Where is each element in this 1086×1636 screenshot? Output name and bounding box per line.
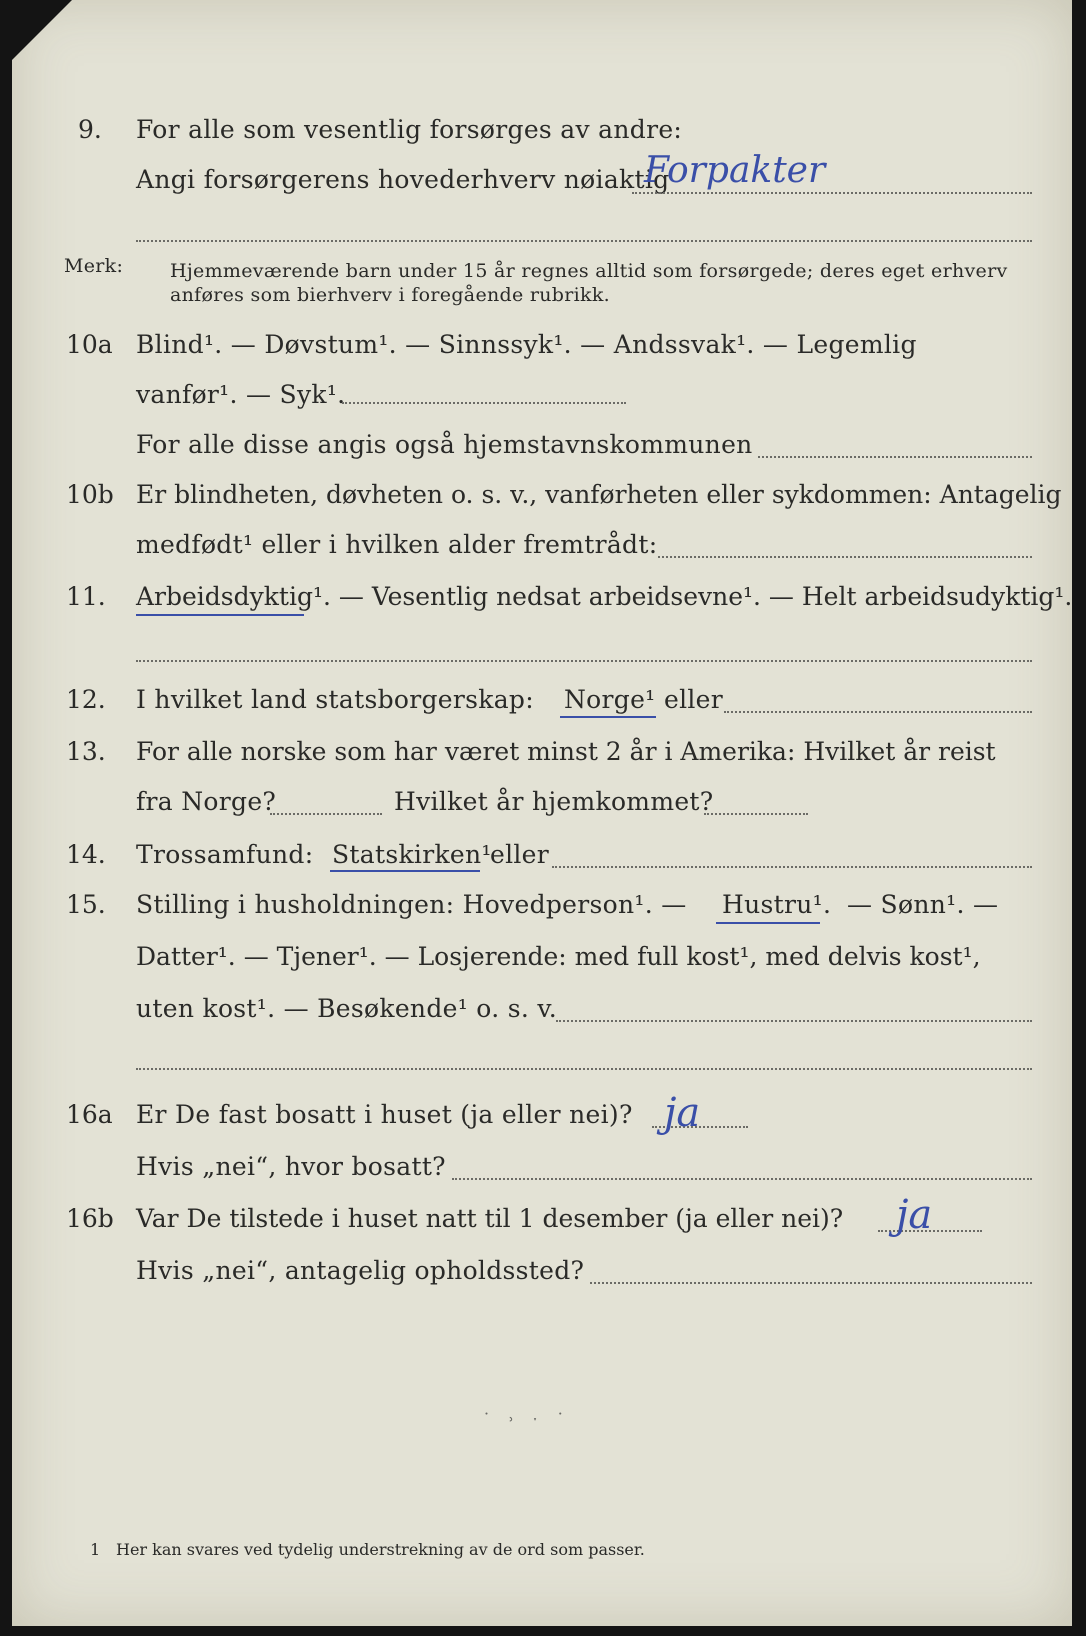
q13-line1: For alle norske som har været minst 2 år i Amerika: Hvilket år reist xyxy=(136,737,996,766)
q10a-number: 10a xyxy=(66,330,113,359)
q14-underline-mark xyxy=(330,870,480,872)
q15-pre: Stilling i husholdningen: Hovedperson¹. — xyxy=(136,890,687,919)
q16a-number: 16a xyxy=(66,1100,113,1129)
q10a-line3: For alle disse angis også hjemstavnskommunen xyxy=(136,430,753,459)
q13-reist-line xyxy=(270,813,382,815)
q11-rest: ¹. — Vesentlig nedsat arbeidsevne¹. — Helt arbeidsudyktig¹. xyxy=(312,582,1073,611)
q12-pre: I hvilket land statsborgerskap: xyxy=(136,685,534,714)
q11-option-arbeidsdyktig[interactable]: Arbeidsdyktig xyxy=(136,582,313,611)
q13-hjemkommet-line xyxy=(704,813,808,815)
q16b-handwritten-answer: ja xyxy=(896,1192,933,1238)
q9-number: 9. xyxy=(78,115,102,144)
q15-number: 15. xyxy=(66,890,106,919)
q13-number: 13. xyxy=(66,737,106,766)
q10b-number: 10b xyxy=(66,480,114,509)
q9-line1: For alle som vesentlig forsørges av andre: xyxy=(136,115,683,144)
q12-option-norge[interactable]: Norge¹ xyxy=(564,685,656,714)
q16a-line1: Er De fast bosatt i huset (ja eller nei)? xyxy=(136,1100,633,1129)
q12-underline-mark xyxy=(560,716,656,718)
q14-option-statskirken[interactable]: Statskirken¹ xyxy=(332,840,492,869)
q13-line2a: fra Norge? xyxy=(136,787,277,816)
q13-line2b: Hvilket år hjemkommet? xyxy=(394,787,714,816)
stray-ink-marks: ˙ ˒ ˑ ˙ xyxy=(482,1410,571,1431)
q9-extra-line xyxy=(136,240,1032,242)
q14-number: 14. xyxy=(66,840,106,869)
merk-line1: Hjemmeværende barn under 15 år regnes alltid som forsørgede; deres eget erhverv xyxy=(170,260,1008,282)
q9-line2: Angi forsørgerens hovederhverv nøiaktig xyxy=(136,165,670,194)
q16b-line2: Hvis „nei“, antagelig opholdssted? xyxy=(136,1256,585,1285)
census-form-page xyxy=(12,0,1072,1626)
q10b-line2: medfødt¹ eller i hvilken alder fremtrådt: xyxy=(136,530,658,559)
q16b-opholdssted-line xyxy=(590,1282,1032,1284)
q15-option-hustru[interactable]: Hustru¹. xyxy=(722,890,832,919)
folded-corner xyxy=(12,0,72,60)
q16a-line2: Hvis „nei“, hvor bosatt? xyxy=(136,1152,446,1181)
q16a-bosatt-line xyxy=(452,1178,1032,1180)
q10a-kommune-line xyxy=(758,456,1032,458)
q10a-syk-line xyxy=(342,402,626,404)
q15-answer-line xyxy=(556,1020,1032,1022)
q15-underline-mark xyxy=(716,922,820,924)
q15-line2: Datter¹. — Tjener¹. — Losjerende: med full kost¹, med delvis kost¹, xyxy=(136,942,981,971)
q11-line xyxy=(136,582,1072,611)
q16b-line1: Var De tilstede i huset natt til 1 desember (ja eller nei)? xyxy=(136,1204,844,1233)
q12-number: 12. xyxy=(66,685,106,714)
q12-post: eller xyxy=(664,685,724,714)
q11-underline-mark xyxy=(136,614,304,616)
q16b-number: 16b xyxy=(66,1204,114,1233)
merk-label: Merk: xyxy=(64,255,124,277)
q14-post: eller xyxy=(490,840,550,869)
footnote-mark: 1 xyxy=(90,1540,101,1559)
q12-answer-line xyxy=(724,711,1032,713)
q14-answer-line xyxy=(552,866,1032,868)
q16a-handwritten-answer: ja xyxy=(664,1090,701,1136)
q9-answer-line xyxy=(632,192,1032,194)
q14-pre: Trossamfund: xyxy=(136,840,314,869)
q10a-line2: vanfør¹. — Syk¹. xyxy=(136,380,346,409)
q10b-answer-line xyxy=(658,556,1032,558)
q15-line3: uten kost¹. — Besøkende¹ o. s. v. xyxy=(136,994,558,1023)
q9-handwritten-answer: Forpakter xyxy=(644,150,826,191)
q10a-line1: Blind¹. — Døvstum¹. — Sinnssyk¹. — Andssvak¹. — Legemlig xyxy=(136,330,917,359)
merk-line2: anføres som bierhverv i foregående rubrikk. xyxy=(170,284,610,306)
q15-post: — Sønn¹. — xyxy=(847,890,999,919)
q11-extra-line xyxy=(136,660,1032,662)
footnote-text: Her kan svares ved tydelig understrekning av de ord som passer. xyxy=(116,1540,645,1559)
q11-number: 11. xyxy=(66,582,106,611)
q10b-line1: Er blindheten, døvheten o. s. v., vanførheten eller sykdommen: Antagelig xyxy=(136,480,1062,509)
q15-extra-line xyxy=(136,1068,1032,1070)
